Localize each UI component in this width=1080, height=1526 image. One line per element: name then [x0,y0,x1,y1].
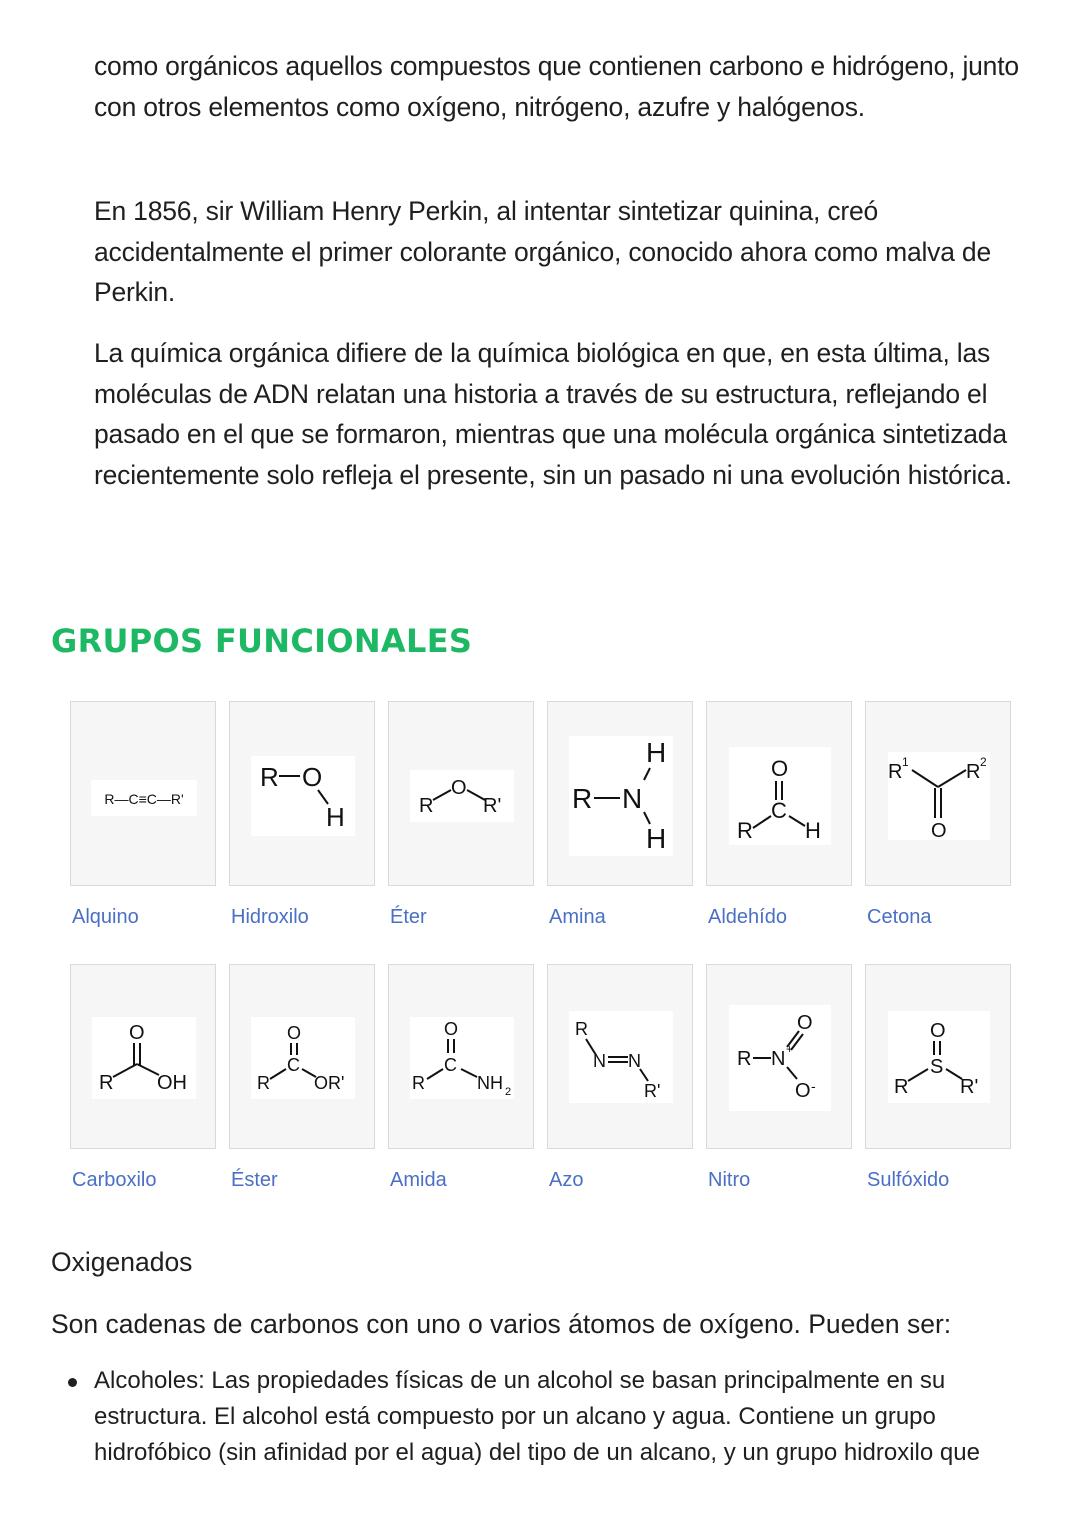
link-hidroxilo[interactable]: Hidroxilo [231,906,309,928]
svg-text:O: O [931,820,947,842]
svg-text:C: C [771,798,787,823]
card-amida[interactable] [388,964,534,1149]
link-eter[interactable]: Éter [390,906,427,928]
svg-text:O: O [287,1023,302,1043]
svg-text:R: R [257,1073,270,1093]
link-amina[interactable]: Amina [549,906,606,928]
svg-text:R': R' [644,1081,661,1101]
amine-structure-icon [548,702,694,887]
paragraph-biological-comparison: La química orgánica difiere de la química biológica en que, en esta última, las moléculas de ADN relatan una historia a través de su estructura, reflejando el pasado en el que se formaron, mientras que una molécula orgánica sintetizada recientemente solo refleja el presente, sin un pasado ni una evolución histórica. [94,338,1012,490]
section-title: GRUPOS FUNCIONALES [51,622,473,660]
svg-text:N: N [593,1051,606,1071]
alkyne-structure-icon [71,702,217,887]
sulfoxide-structure-icon [866,965,1012,1150]
hydroxyl-structure-icon [230,702,376,887]
svg-text:H: H [646,823,667,854]
svg-text:R': R' [960,1076,979,1098]
oxygenated-list [94,1363,1039,1471]
ester-structure-icon [230,965,376,1150]
carboxyl-structure-icon [71,965,217,1150]
link-ester[interactable]: Éster [231,1169,278,1191]
svg-text:S: S [930,1056,944,1078]
link-carboxilo[interactable]: Carboxilo [72,1169,157,1191]
svg-text:OH: OH [157,1072,187,1094]
card-nitro[interactable] [706,964,852,1149]
svg-text:H: H [805,818,821,843]
svg-text:R: R [894,1076,909,1098]
svg-text:O: O [795,1080,811,1102]
svg-text:R: R [737,1048,752,1070]
card-alquino[interactable] [70,701,216,886]
card-hidroxilo[interactable] [229,701,375,886]
svg-text:C: C [287,1055,300,1075]
svg-text:2: 2 [980,755,987,769]
svg-text:OR': OR' [314,1073,345,1093]
svg-text:O: O [129,1022,145,1044]
card-eter[interactable] [388,701,534,886]
card-aldehido[interactable] [706,701,852,886]
subsection-title: Oxigenados [51,1247,193,1277]
svg-text:O: O [797,1012,813,1034]
svg-text:R: R [888,761,903,783]
svg-text:N: N [628,1051,641,1071]
azo-structure-icon [548,965,694,1150]
ether-structure-icon [389,702,535,887]
svg-text:R: R [737,818,753,843]
svg-text:O: O [451,777,467,799]
svg-text:O: O [930,1020,946,1042]
link-azo[interactable]: Azo [549,1169,584,1191]
amide-structure-icon [389,965,535,1150]
list-item [94,1363,1039,1471]
paragraph-organic-definition: como orgánicos aquellos compuestos que contienen carbono e hidrógeno, junto con otros elementos como oxígeno, nitrógeno, azufre y halógenos. [94,51,1019,122]
svg-text:R': R' [483,795,502,817]
card-ester[interactable] [229,964,375,1149]
svg-text:O: O [771,756,789,781]
svg-text:R: R [419,795,434,817]
svg-text:2: 2 [505,1086,512,1098]
link-sulfoxido[interactable]: Sulfóxido [867,1169,950,1191]
list-item-text: Alcoholes: Las propiedades físicas de un alcohol se basan principalmente en su estructura. El alcohol está compuesto por un alcano y agua. Contiene un grupo hidrofóbico (sin afinidad por el agua) del tipo de un alcano, y un grupo hidroxilo que [94,1367,980,1466]
link-amida[interactable]: Amida [390,1169,447,1191]
svg-text:R: R [575,1019,588,1039]
svg-text:R—C≡C—R': R—C≡C—R' [104,791,184,807]
svg-text:N: N [771,1048,786,1070]
svg-text:R: R [966,761,981,783]
subsection-intro: Son cadenas de carbonos con uno o varios átomos de oxígeno. Pueden ser: [51,1309,952,1339]
card-azo[interactable] [547,964,693,1149]
svg-text:H: H [646,737,667,768]
link-nitro[interactable]: Nitro [708,1169,751,1191]
svg-text:C: C [444,1055,457,1075]
svg-text:R: R [412,1073,425,1093]
svg-text:O: O [302,762,323,792]
svg-text:H: H [326,802,345,832]
card-sulfoxido[interactable] [865,964,1011,1149]
card-cetona[interactable] [865,701,1011,886]
svg-text:NH: NH [477,1073,503,1093]
svg-text:-: - [811,1078,816,1094]
link-aldehido[interactable]: Aldehído [708,906,787,928]
svg-text:R: R [99,1072,114,1094]
svg-text:R: R [260,762,279,792]
link-cetona[interactable]: Cetona [867,906,932,928]
nitro-structure-icon [707,965,853,1150]
link-alquino[interactable]: Alquino [72,906,139,928]
card-carboxilo[interactable] [70,964,216,1149]
ketone-structure-icon [866,702,1012,887]
svg-text:R: R [572,783,593,814]
svg-text:+: + [786,1042,794,1056]
svg-text:1: 1 [902,755,909,769]
svg-text:O: O [444,1019,459,1039]
svg-text:N: N [622,783,643,814]
aldehyde-structure-icon [707,702,853,887]
paragraph-perkin: En 1856, sir William Henry Perkin, al intentar sintetizar quinina, creó accidentalmente el primer colorante orgánico, conocido ahora como malva de Perkin. [94,196,992,308]
bullet-icon [68,1378,77,1387]
card-amina[interactable] [547,701,693,886]
